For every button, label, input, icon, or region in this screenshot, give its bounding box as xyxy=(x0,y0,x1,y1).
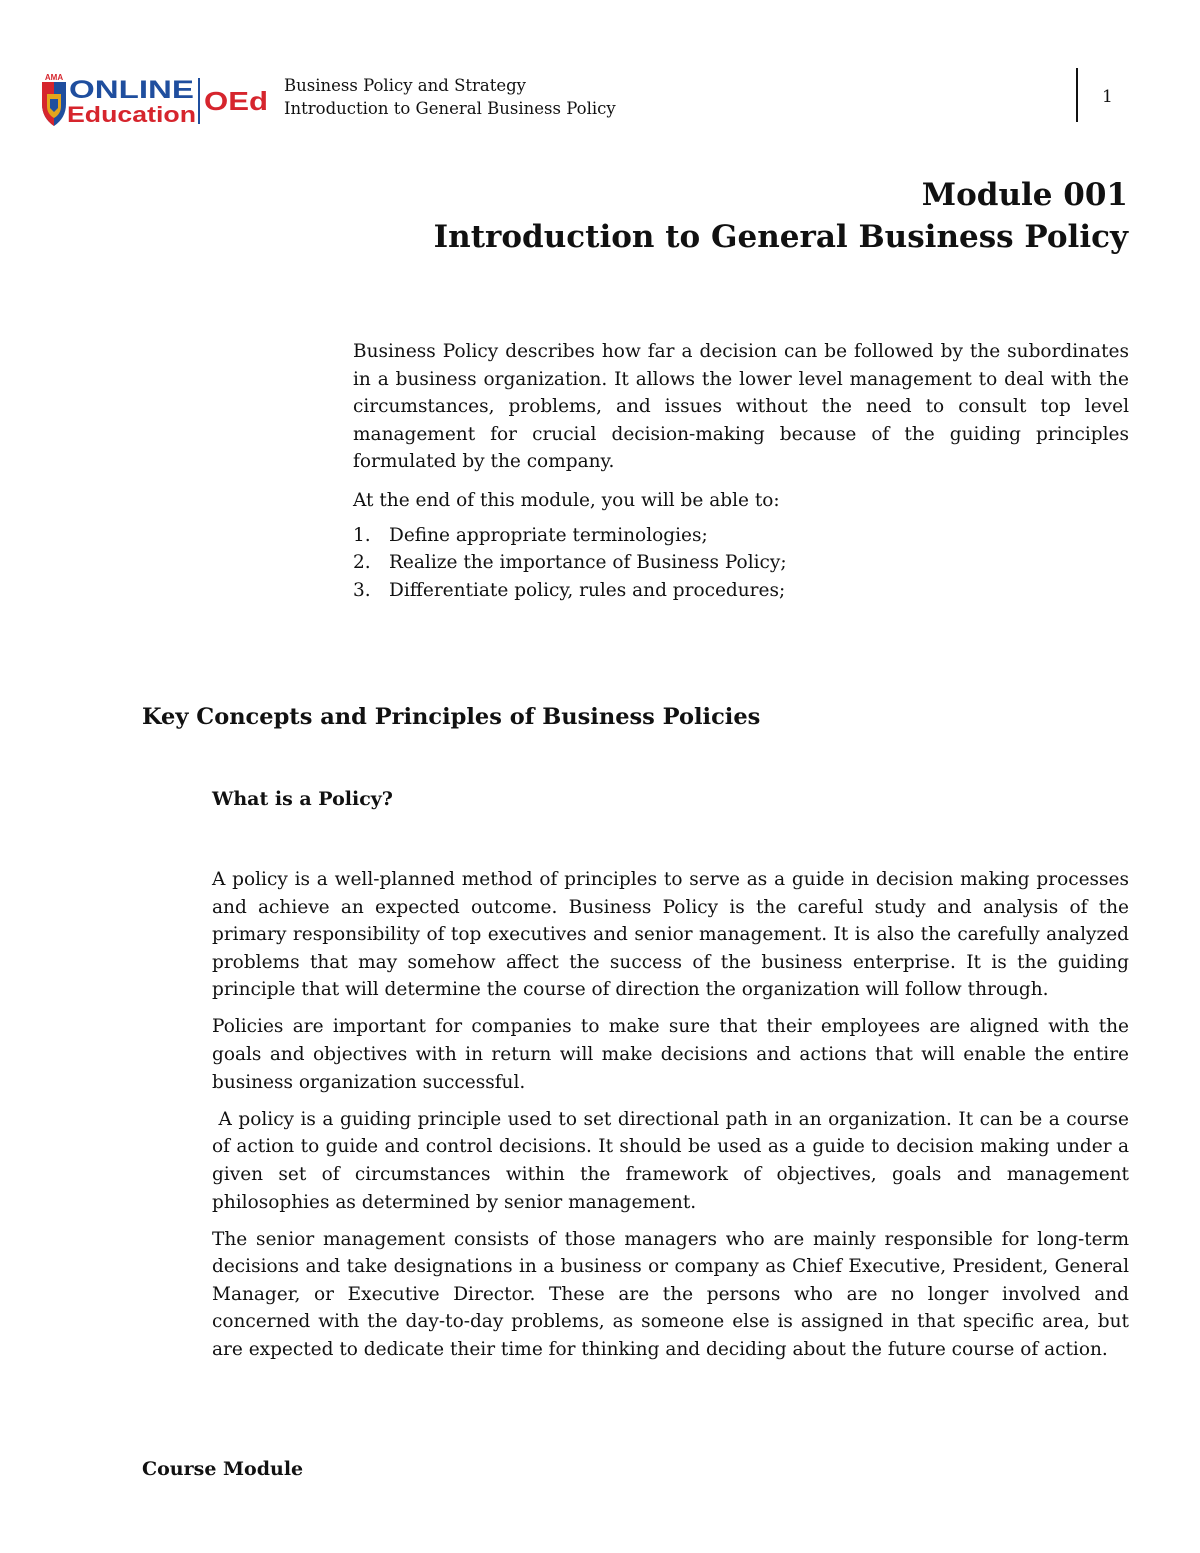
header-divider xyxy=(1076,68,1078,122)
module-title-block xyxy=(434,174,1128,258)
body-paragraph: Policies are important for companies to make sure that their employees are aligned with the goals and objectives with in return will make decisions and actions that will enable the entire business organization successful. xyxy=(212,1016,1129,1093)
ama-crest-icon xyxy=(42,73,66,126)
section-subheading: What is a Policy? xyxy=(212,788,393,810)
header-course-name: Business Policy and Strategy xyxy=(284,76,527,95)
page-header xyxy=(36,68,1166,128)
intro-section xyxy=(353,338,1129,604)
footer-course-module: Course Module xyxy=(142,1458,304,1480)
objective-item: 1. Define appropriate terminologies; xyxy=(353,524,708,546)
objective-item: 2. Realize the importance of Business Policy; xyxy=(353,552,787,574)
objective-item: 3. Differentiate policy, rules and procedures; xyxy=(353,579,786,601)
logo-online-text: ONLINE xyxy=(69,76,194,104)
body-paragraph: The senior management consists of those managers who are mainly responsible for long-term decisions and take designations in a business or company as Chief Executive, President, General Manager, or Executive Director. These are the persons who are no longer involved and concerned with the day-to-day problems, as someone else is assigned in that specific area, but are expected to dedicate their time for thinking and deciding about the future course of action. xyxy=(212,1228,1129,1360)
body-paragraph: A policy is a guiding principle used to set directional path in an organization. It can be a course of action to guide and control decisions. It should be used as a guide to decision making under a given set of circumstances within the framework of objectives, goals and management philosophies as determined by senior management. xyxy=(212,1108,1135,1213)
logo-education-text: Education xyxy=(67,102,196,127)
objectives-lead: At the end of this module, you will be able to: xyxy=(353,489,780,511)
online-education-logo xyxy=(36,72,276,128)
header-course-info xyxy=(284,74,616,120)
header-topic-name: Introduction to General Business Policy xyxy=(284,99,616,118)
body-paragraph: A policy is a well-planned method of principles to serve as a guide in decision making processes and achieve an expected outcome. Business Policy is the careful study and analysis of the primary responsibility of top executives and senior management. It is also the carefully analyzed problems that may somehow affect the success of the business enterprise. It is the guiding principle that will determine the course of direction the organization will follow through. xyxy=(212,869,1129,1001)
objectives-list xyxy=(353,522,1129,605)
module-name: Introduction to General Business Policy xyxy=(433,219,1128,255)
intro-paragraph: Business Policy describes how far a decision can be followed by the subordinates in a business organization. It allows the lower level management to deal with the circumstances, problems, and issues without the need to consult top level management for crucial decision-making because of the guiding principles formulated by the company. xyxy=(353,341,1129,473)
module-number: Module 001 xyxy=(921,177,1128,213)
svg-text:AMA: AMA xyxy=(44,73,64,82)
section-body xyxy=(212,866,1135,1373)
logo-oed-text: OEd xyxy=(204,86,268,116)
section-heading: Key Concepts and Principles of Business Policies xyxy=(142,704,761,730)
page-number: 1 xyxy=(1102,87,1113,107)
